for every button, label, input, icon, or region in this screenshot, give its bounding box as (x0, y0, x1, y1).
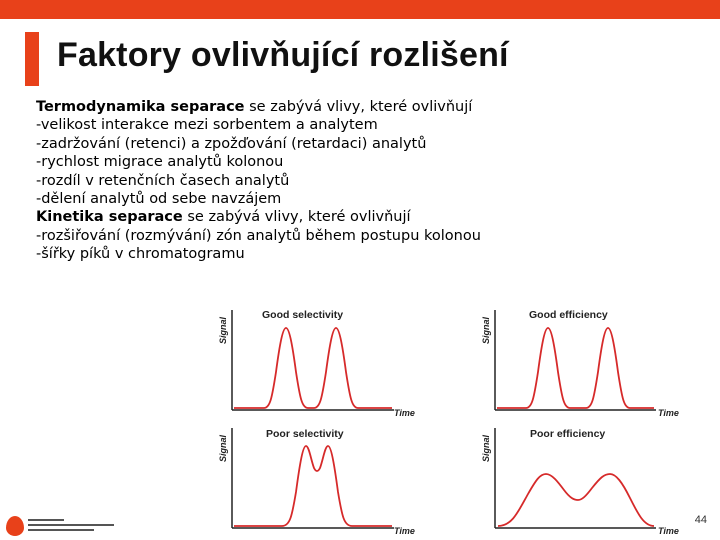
kinetic-item: -šířky píků v chromatogramu (36, 246, 245, 263)
y-axis-label: Signal (481, 434, 491, 462)
thermo-item: -rychlost migrace analytů kolonou (36, 154, 284, 171)
chromatogram-trace (497, 328, 654, 408)
x-axis-label: Time (394, 526, 415, 536)
y-axis-label: Signal (218, 434, 228, 462)
chromatogram-figure (212, 302, 692, 540)
thermo-item: -velikost interakce mezi sorbentem a analytem (36, 117, 378, 134)
panel-title: Poor efficiency (530, 428, 606, 440)
x-axis-label: Time (394, 408, 415, 418)
thermo-item: -zadržování (retenci) a zpožďování (retardaci) analytů (36, 135, 427, 152)
kinetic-item: -rozšiřování (rozmývání) zón analytů během postupu kolonou (36, 227, 481, 244)
kinetic-heading: Kinetika separace (36, 209, 183, 226)
thermo-intro: se zabývá vlivy, které ovlivňují (244, 99, 473, 115)
y-axis-label: Signal (218, 316, 228, 344)
panel-good-selectivity (218, 309, 415, 418)
drop-logo-icon (6, 516, 24, 536)
x-axis-label: Time (658, 526, 679, 536)
panel-poor-efficiency (481, 428, 679, 536)
thermo-item: -dělení analytů od sebe navzájem (36, 191, 282, 208)
thermo-intro-line (36, 98, 676, 116)
chromatogram-trace (498, 474, 654, 526)
panel-title: Poor selectivity (266, 428, 344, 440)
y-axis-label: Signal (481, 316, 491, 344)
chromatogram-trace (234, 446, 392, 526)
thermo-heading: Termodynamika separace (36, 99, 245, 115)
panel-title: Good selectivity (262, 309, 344, 321)
kinetic-intro-line (36, 208, 676, 226)
panel-title: Good efficiency (529, 309, 608, 321)
panel-good-efficiency (481, 309, 679, 418)
panel-poor-selectivity (218, 428, 415, 536)
kinetic-intro: se zabývá vlivy, které ovlivňují (182, 209, 411, 226)
thermo-item: -rozdíl v retenčních časech analytů (36, 172, 290, 189)
header-bar (0, 0, 720, 19)
slide-body (36, 98, 676, 264)
university-logo (4, 516, 114, 538)
logo-text-lines (28, 519, 114, 534)
page-number: 44 (694, 514, 707, 526)
chromatogram-trace (234, 328, 392, 408)
x-axis-label: Time (658, 408, 679, 418)
title-accent-bar (25, 32, 39, 86)
slide-title: Faktory ovlivňující rozlišení (57, 36, 509, 74)
